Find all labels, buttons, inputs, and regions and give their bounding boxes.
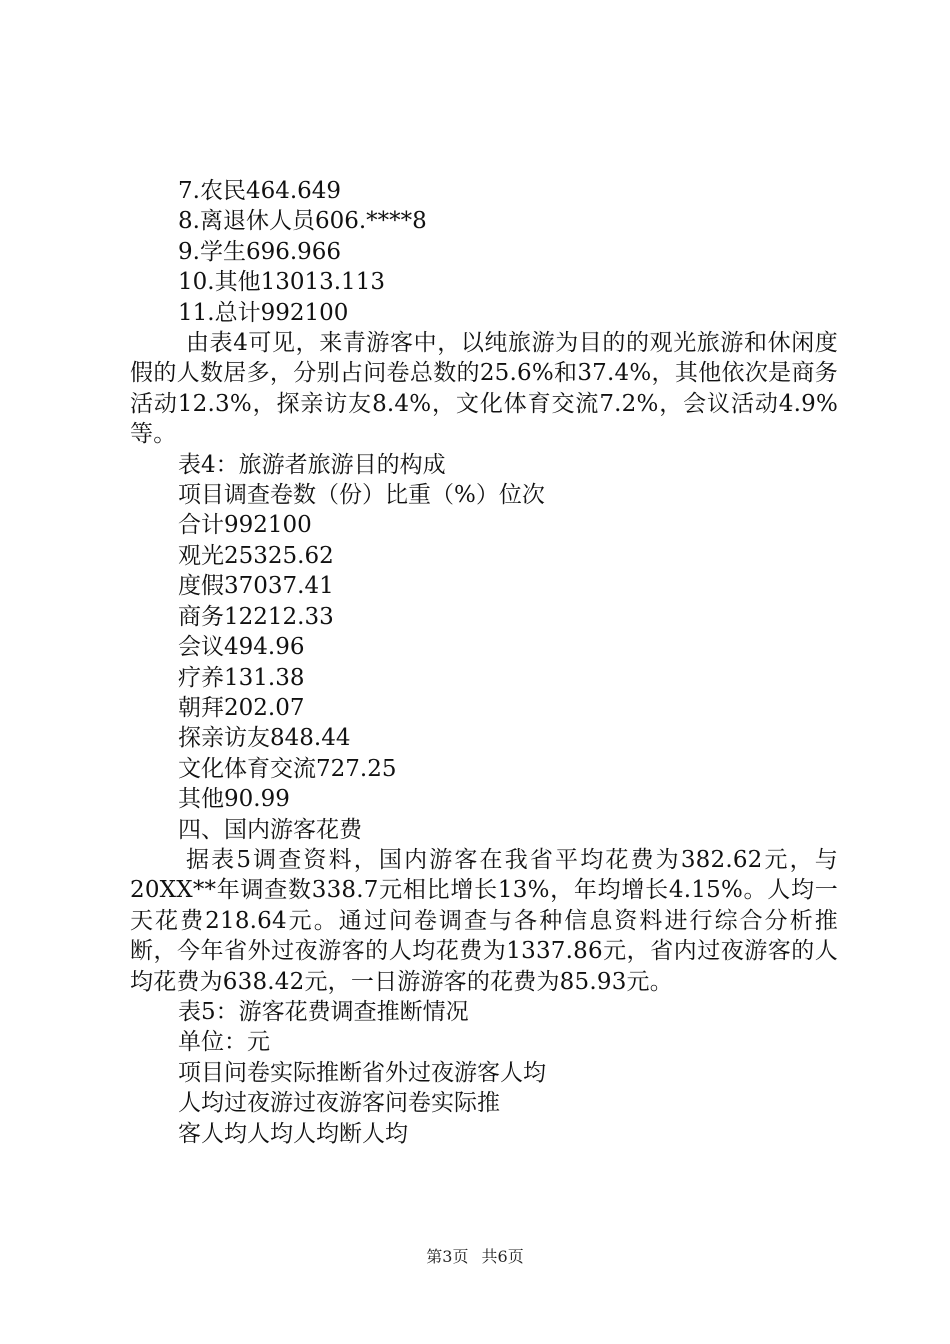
table-row: 疗养131.38	[178, 664, 305, 691]
page-number: 第3页	[426, 1247, 469, 1266]
page-footer	[0, 1244, 950, 1267]
paragraph-spending-summary: 据表5调查资料，国内游客在我省平均花费为382.62元，与20XX**年调查数338.7元相比增长13%，年均增长4.15%。人均一天花费218.64元。通过问卷调查与各种信息资料进行综合分析推断，今年省外过夜游客的人均花费为1337.86元，省内过夜游客的人均花费为638.42元，一日游游客的花费为85.93元。	[130, 846, 838, 995]
table-caption: 表4：旅游者旅游目的构成	[178, 451, 446, 478]
table-row: 会议494.96	[178, 634, 305, 661]
table-row: 商务12212.33	[178, 603, 334, 630]
section-heading: 四、国内游客花费	[178, 816, 362, 843]
table-row: 探亲访友848.44	[178, 725, 351, 752]
text-line: 11.总计992100	[178, 299, 349, 326]
text-line: 9.学生696.966	[178, 238, 342, 265]
table-header: 项目调查卷数（份）比重（%）位次	[178, 482, 545, 509]
text-line: 10.其他13013.113	[178, 269, 385, 296]
table-row: 观光25325.62	[178, 542, 334, 569]
table-row: 其他90.99	[178, 786, 290, 813]
table-row: 朝拜202.07	[178, 694, 305, 721]
paragraph-purpose-summary: 由表4可见，来青游客中，以纯旅游为目的的观光旅游和休闲度假的人数居多，分别占问卷总数的25.6%和37.4%，其他依次是商务活动12.3%，探亲访友8.4%，文化体育交流7.2%，会议活动4.9%等。	[130, 330, 838, 448]
table-row: 合计992100	[178, 512, 312, 539]
page-total: 共6页	[481, 1247, 524, 1266]
table-row: 度假37037.41	[178, 573, 334, 600]
text-line: 7.农民464.649	[178, 178, 342, 204]
table-header: 人均过夜游过夜游客问卷实际推	[178, 1090, 500, 1117]
table-header: 客人均人均人均断人均	[178, 1120, 408, 1147]
table-header: 项目问卷实际推断省外过夜游客人均	[178, 1059, 546, 1086]
table-caption: 表5：游客花费调查推断情况	[178, 998, 469, 1025]
text-line: 8.离退休人员606.****8	[178, 208, 427, 235]
document-body	[130, 176, 838, 1149]
table-unit: 单位：元	[178, 1029, 270, 1056]
table-row: 文化体育交流727.25	[178, 755, 397, 782]
